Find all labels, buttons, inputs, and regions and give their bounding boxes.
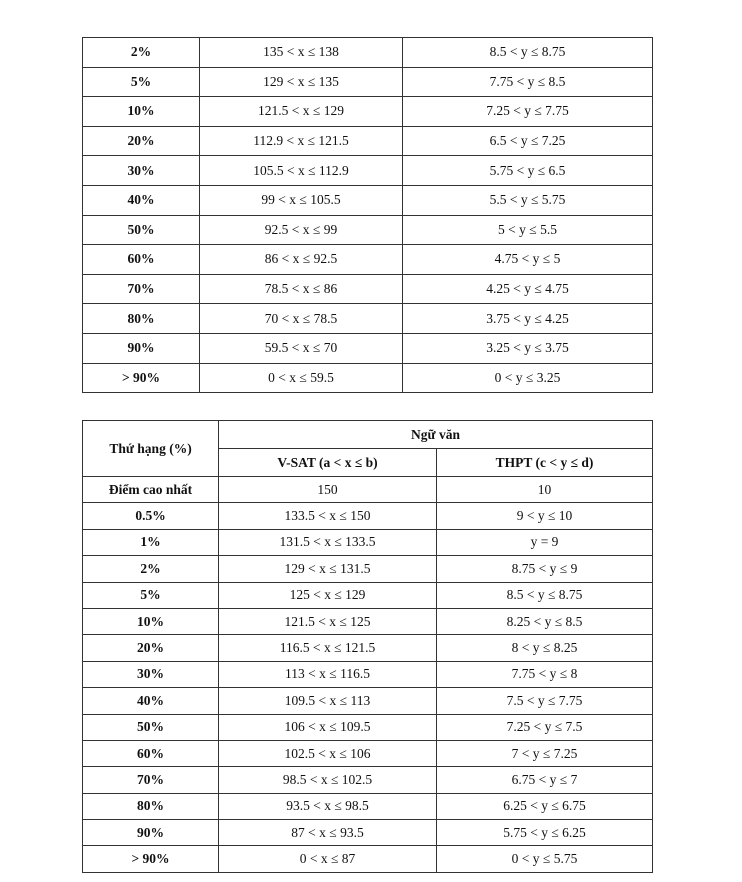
table-row <box>83 245 653 275</box>
rank-cell: 2% <box>83 38 200 68</box>
rank-cell: 0.5% <box>83 503 219 529</box>
vsat-range-cell: 59.5 < x ≤ 70 <box>200 333 403 363</box>
vsat-range-cell: 135 < x ≤ 138 <box>200 38 403 68</box>
table-row <box>83 38 653 68</box>
vsat-range-cell: 106 < x ≤ 109.5 <box>219 714 437 740</box>
thpt-range-cell: 4.25 < y ≤ 4.75 <box>403 274 653 304</box>
vsat-range-cell: 0 < x ≤ 59.5 <box>200 363 403 393</box>
table-row <box>83 215 653 245</box>
vsat-range-cell: 99 < x ≤ 105.5 <box>200 185 403 215</box>
vsat-range-cell: 102.5 < x ≤ 106 <box>219 740 437 766</box>
rank-cell: 50% <box>83 215 200 245</box>
vsat-range-cell: 131.5 < x ≤ 133.5 <box>219 529 437 555</box>
rank-cell: 20% <box>83 126 200 156</box>
table-row <box>83 97 653 127</box>
table-row <box>83 688 653 714</box>
rank-cell: 60% <box>83 740 219 766</box>
table-row <box>83 635 653 661</box>
table-row <box>83 661 653 687</box>
thpt-range-cell: y = 9 <box>437 529 653 555</box>
rank-cell: 80% <box>83 304 200 334</box>
table-row <box>83 556 653 582</box>
table-row <box>83 363 653 393</box>
rank-cell: 30% <box>83 661 219 687</box>
literature-score-conversion-table <box>82 420 653 873</box>
thpt-range-cell: 8 < y ≤ 8.25 <box>437 635 653 661</box>
rank-cell: 40% <box>83 185 200 215</box>
vsat-range-cell: 112.9 < x ≤ 121.5 <box>200 126 403 156</box>
table-row <box>83 304 653 334</box>
table-row <box>83 820 653 846</box>
thpt-range-cell: 0 < y ≤ 5.75 <box>437 846 653 872</box>
rank-cell: 90% <box>83 820 219 846</box>
vsat-range-cell: 150 <box>219 477 437 503</box>
thpt-column-header: THPT (c < y ≤ d) <box>437 449 653 477</box>
vsat-range-cell: 87 < x ≤ 93.5 <box>219 820 437 846</box>
vsat-range-cell: 86 < x ≤ 92.5 <box>200 245 403 275</box>
table-row <box>83 767 653 793</box>
thpt-range-cell: 5.5 < y ≤ 5.75 <box>403 185 653 215</box>
vsat-range-cell: 78.5 < x ≤ 86 <box>200 274 403 304</box>
thpt-range-cell: 5.75 < y ≤ 6.25 <box>437 820 653 846</box>
vsat-range-cell: 93.5 < x ≤ 98.5 <box>219 793 437 819</box>
thpt-range-cell: 5.75 < y ≤ 6.5 <box>403 156 653 186</box>
thpt-range-cell: 7 < y ≤ 7.25 <box>437 740 653 766</box>
rank-cell: > 90% <box>83 363 200 393</box>
rank-cell: 2% <box>83 556 219 582</box>
thpt-range-cell: 7.25 < y ≤ 7.75 <box>403 97 653 127</box>
rank-cell: 5% <box>83 67 200 97</box>
rank-cell: 1% <box>83 529 219 555</box>
vsat-column-header: V-SAT (a < x ≤ b) <box>219 449 437 477</box>
vsat-range-cell: 133.5 < x ≤ 150 <box>219 503 437 529</box>
table-row <box>83 793 653 819</box>
thpt-range-cell: 0 < y ≤ 3.25 <box>403 363 653 393</box>
vsat-range-cell: 0 < x ≤ 87 <box>219 846 437 872</box>
table-row <box>83 846 653 872</box>
subject-header: Ngữ văn <box>219 421 653 449</box>
rank-cell: 10% <box>83 97 200 127</box>
thpt-range-cell: 8.5 < y ≤ 8.75 <box>403 38 653 68</box>
rank-cell: 10% <box>83 608 219 634</box>
thpt-range-cell: 7.75 < y ≤ 8 <box>437 661 653 687</box>
vsat-range-cell: 129 < x ≤ 135 <box>200 67 403 97</box>
thpt-range-cell: 3.75 < y ≤ 4.25 <box>403 304 653 334</box>
vsat-range-cell: 109.5 < x ≤ 113 <box>219 688 437 714</box>
rank-column-header: Thứ hạng (%) <box>83 421 219 477</box>
table-row <box>83 67 653 97</box>
rank-cell: > 90% <box>83 846 219 872</box>
thpt-range-cell: 8.5 < y ≤ 8.75 <box>437 582 653 608</box>
rank-cell: 5% <box>83 582 219 608</box>
thpt-range-cell: 10 <box>437 477 653 503</box>
rank-cell: 40% <box>83 688 219 714</box>
table-row <box>83 477 653 503</box>
table-row <box>83 333 653 363</box>
table-header <box>83 421 653 477</box>
vsat-range-cell: 98.5 < x ≤ 102.5 <box>219 767 437 793</box>
table-row <box>83 740 653 766</box>
thpt-range-cell: 4.75 < y ≤ 5 <box>403 245 653 275</box>
table-body <box>83 477 653 873</box>
rank-cell: 30% <box>83 156 200 186</box>
vsat-range-cell: 116.5 < x ≤ 121.5 <box>219 635 437 661</box>
thpt-range-cell: 6.25 < y ≤ 6.75 <box>437 793 653 819</box>
vsat-range-cell: 70 < x ≤ 78.5 <box>200 304 403 334</box>
thpt-range-cell: 3.25 < y ≤ 3.75 <box>403 333 653 363</box>
thpt-range-cell: 7.75 < y ≤ 8.5 <box>403 67 653 97</box>
rank-cell: 20% <box>83 635 219 661</box>
table-row <box>83 582 653 608</box>
header-row <box>83 421 653 449</box>
thpt-range-cell: 7.5 < y ≤ 7.75 <box>437 688 653 714</box>
vsat-range-cell: 129 < x ≤ 131.5 <box>219 556 437 582</box>
table-row <box>83 126 653 156</box>
table-row <box>83 274 653 304</box>
rank-cell: 70% <box>83 274 200 304</box>
thpt-range-cell: 8.25 < y ≤ 8.5 <box>437 608 653 634</box>
vsat-range-cell: 105.5 < x ≤ 112.9 <box>200 156 403 186</box>
thpt-range-cell: 9 < y ≤ 10 <box>437 503 653 529</box>
score-conversion-table-top <box>82 37 653 393</box>
table-row <box>83 714 653 740</box>
rank-cell: 80% <box>83 793 219 819</box>
table-row <box>83 608 653 634</box>
rank-cell: 60% <box>83 245 200 275</box>
rank-cell: Điểm cao nhất <box>83 477 219 503</box>
thpt-range-cell: 8.75 < y ≤ 9 <box>437 556 653 582</box>
thpt-range-cell: 6.75 < y ≤ 7 <box>437 767 653 793</box>
rank-cell: 70% <box>83 767 219 793</box>
rank-cell: 90% <box>83 333 200 363</box>
table-body <box>83 38 653 393</box>
vsat-range-cell: 121.5 < x ≤ 125 <box>219 608 437 634</box>
table-row <box>83 503 653 529</box>
vsat-range-cell: 121.5 < x ≤ 129 <box>200 97 403 127</box>
table-row <box>83 529 653 555</box>
vsat-range-cell: 92.5 < x ≤ 99 <box>200 215 403 245</box>
thpt-range-cell: 7.25 < y ≤ 7.5 <box>437 714 653 740</box>
thpt-range-cell: 6.5 < y ≤ 7.25 <box>403 126 653 156</box>
vsat-range-cell: 113 < x ≤ 116.5 <box>219 661 437 687</box>
vsat-range-cell: 125 < x ≤ 129 <box>219 582 437 608</box>
rank-cell: 50% <box>83 714 219 740</box>
table-row <box>83 156 653 186</box>
table-row <box>83 185 653 215</box>
thpt-range-cell: 5 < y ≤ 5.5 <box>403 215 653 245</box>
